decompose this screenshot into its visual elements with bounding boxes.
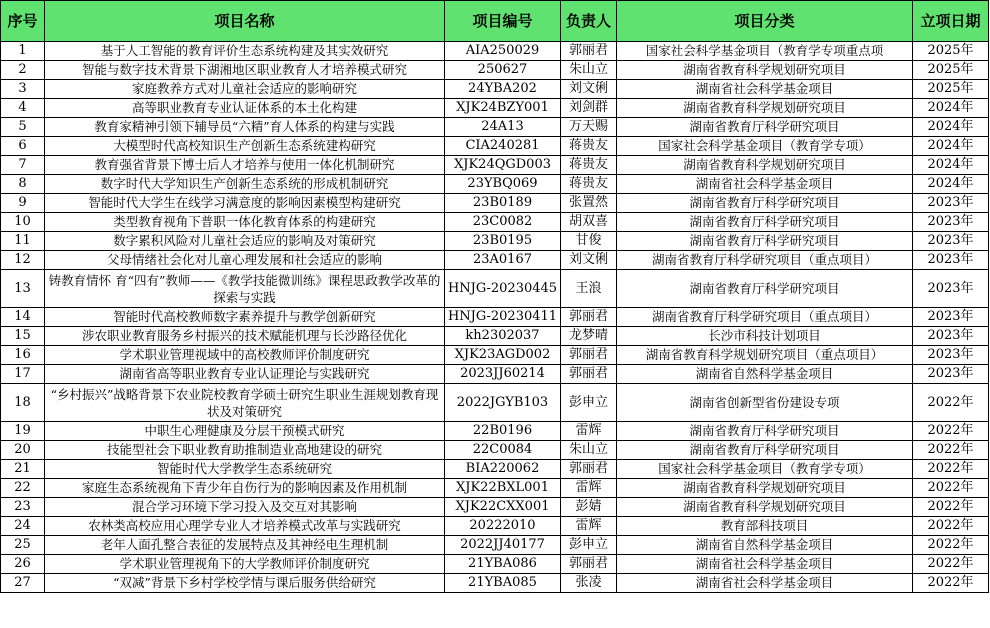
cell-category[interactable]: 湖南省教育厅科学研究项目 [617, 232, 913, 251]
cell-owner[interactable]: 朱山立 [561, 441, 617, 460]
header-project-name: 项目名称 [45, 1, 445, 42]
cell-category[interactable]: 湖南省教育科学规划研究项目 [617, 479, 913, 498]
cell-owner[interactable]: 郭丽君 [561, 555, 617, 574]
cell-owner[interactable]: 雷辉 [561, 517, 617, 536]
cell-project-code[interactable]: 2022JGYB103 [445, 384, 561, 422]
cell-index[interactable]: 21 [1, 460, 45, 479]
table-row [1, 365, 989, 384]
table-row [1, 175, 989, 194]
cell-project-code[interactable]: XJK24QGD003 [445, 156, 561, 175]
table-row [1, 555, 989, 574]
cell-project-code[interactable]: 24YBA202 [445, 80, 561, 99]
cell-owner[interactable]: 万天赐 [561, 118, 617, 137]
cell-category[interactable]: 湖南省教育科学规划研究项目 [617, 156, 913, 175]
cell-owner[interactable]: 刘文俐 [561, 80, 617, 99]
cell-project-code[interactable]: 2023JJ60214 [445, 365, 561, 384]
cell-owner[interactable]: 蒋贵友 [561, 156, 617, 175]
cell-index[interactable]: 22 [1, 479, 45, 498]
cell-project-code[interactable]: 21YBA085 [445, 574, 561, 593]
cell-category[interactable]: 湖南省教育厅科学研究项目 [617, 270, 913, 308]
cell-index[interactable]: 6 [1, 137, 45, 156]
cell-owner[interactable]: 郭丽君 [561, 42, 617, 61]
cell-project-name[interactable]: 类型教育视角下普职一体化教育体系的构建研究 [45, 213, 445, 232]
cell-index[interactable]: 23 [1, 498, 45, 517]
cell-project-code[interactable]: 23C0082 [445, 213, 561, 232]
cell-index[interactable]: 7 [1, 156, 45, 175]
cell-date[interactable]: 2022年 [913, 460, 989, 479]
table-row [1, 270, 989, 308]
cell-category[interactable]: 湖南省社会科学基金项目 [617, 574, 913, 593]
cell-project-name[interactable]: 家庭教养方式对儿童社会适应的影响研究 [45, 80, 445, 99]
cell-index[interactable]: 19 [1, 422, 45, 441]
cell-project-name[interactable]: 教育强省背景下博士后人才培养与使用一体化机制研究 [45, 156, 445, 175]
cell-category[interactable]: 湖南省社会科学基金项目 [617, 175, 913, 194]
cell-date[interactable]: 2022年 [913, 479, 989, 498]
cell-date[interactable]: 2023年 [913, 213, 989, 232]
cell-project-name[interactable]: 大模型时代高校知识生产创新生态系统建构研究 [45, 137, 445, 156]
table-row [1, 232, 989, 251]
cell-index[interactable]: 25 [1, 536, 45, 555]
cell-category[interactable]: 湖南省教育厅科学研究项目 [617, 422, 913, 441]
cell-project-name[interactable]: 智能时代大学教学生态系统研究 [45, 460, 445, 479]
cell-project-code[interactable]: HNJG-20230445 [445, 270, 561, 308]
cell-date[interactable]: 2022年 [913, 441, 989, 460]
cell-project-code[interactable]: CIA240281 [445, 137, 561, 156]
cell-project-code[interactable]: XJK22CXX001 [445, 498, 561, 517]
cell-index[interactable]: 16 [1, 346, 45, 365]
cell-date[interactable]: 2023年 [913, 308, 989, 327]
cell-project-name[interactable]: 教育家精神引领下辅导员“六精”育人体系的构建与实践 [45, 118, 445, 137]
cell-date[interactable]: 2024年 [913, 118, 989, 137]
cell-date[interactable]: 2023年 [913, 270, 989, 308]
cell-index[interactable]: 9 [1, 194, 45, 213]
cell-date[interactable]: 2022年 [913, 536, 989, 555]
cell-project-name[interactable]: 数字累积风险对儿童社会适应的影响及对策研究 [45, 232, 445, 251]
cell-category[interactable]: 国家社会科学基金项目（教育学专项） [617, 137, 913, 156]
cell-project-code[interactable]: HNJG-20230411 [445, 308, 561, 327]
cell-project-code[interactable]: 20222010 [445, 517, 561, 536]
cell-category[interactable]: 湖南省教育厅科学研究项目 [617, 213, 913, 232]
cell-category[interactable]: 湖南省教育厅科学研究项目 [617, 118, 913, 137]
cell-project-code[interactable]: XJK23AGD002 [445, 346, 561, 365]
cell-index[interactable]: 1 [1, 42, 45, 61]
cell-owner[interactable]: 雷辉 [561, 479, 617, 498]
table-row [1, 194, 989, 213]
table-row [1, 42, 989, 61]
cell-index[interactable]: 18 [1, 384, 45, 422]
cell-category[interactable]: 湖南省自然科学基金项目 [617, 365, 913, 384]
cell-index[interactable]: 15 [1, 327, 45, 346]
cell-owner[interactable]: 彭申立 [561, 536, 617, 555]
table-row [1, 498, 989, 517]
cell-index[interactable]: 20 [1, 441, 45, 460]
header-row [1, 1, 989, 42]
cell-date[interactable]: 2025年 [913, 80, 989, 99]
cell-project-name[interactable]: 湖南省高等职业教育专业认证理论与实践研究 [45, 365, 445, 384]
header-category: 项目分类 [617, 1, 913, 42]
cell-owner[interactable]: 刘文俐 [561, 251, 617, 270]
cell-index[interactable]: 3 [1, 80, 45, 99]
cell-project-name[interactable]: “双减”背景下乡村学校学情与课后服务供给研究 [45, 574, 445, 593]
cell-index[interactable]: 27 [1, 574, 45, 593]
cell-project-code[interactable]: 23B0195 [445, 232, 561, 251]
table-row [1, 118, 989, 137]
cell-project-name[interactable]: 中职生心理健康及分层干预模式研究 [45, 422, 445, 441]
cell-project-name[interactable]: 涉农职业教育服务乡村振兴的技术赋能机理与长沙路径优化 [45, 327, 445, 346]
cell-date[interactable]: 2023年 [913, 365, 989, 384]
cell-project-code[interactable]: AIA250029 [445, 42, 561, 61]
cell-category[interactable]: 湖南省教育厅科学研究项目（重点项目） [617, 251, 913, 270]
cell-date[interactable]: 2025年 [913, 42, 989, 61]
cell-owner[interactable]: 张凌 [561, 574, 617, 593]
cell-date[interactable]: 2023年 [913, 232, 989, 251]
cell-category[interactable]: 国家社会科学基金项目（教育学专项重点项 [617, 42, 913, 61]
cell-category[interactable]: 湖南省教育科学规划研究项目 [617, 99, 913, 118]
cell-category[interactable]: 湖南省教育厅科学研究项目（重点项目） [617, 308, 913, 327]
table-row [1, 384, 989, 422]
cell-project-code[interactable]: XJK24BZY001 [445, 99, 561, 118]
cell-owner[interactable]: 蒋贵友 [561, 175, 617, 194]
cell-owner[interactable]: 张置然 [561, 194, 617, 213]
cell-project-name[interactable]: 智能时代高校教师数字素养提升与教学创新研究 [45, 308, 445, 327]
cell-project-name[interactable]: 高等职业教育专业认证体系的本土化构建 [45, 99, 445, 118]
cell-date[interactable]: 2024年 [913, 99, 989, 118]
cell-project-name[interactable]: 家庭生态系统视角下青少年自伤行为的影响因素及作用机制 [45, 479, 445, 498]
table-row [1, 536, 989, 555]
cell-project-name[interactable]: 老年人面孔整合表征的发展特点及其神经电生理机制 [45, 536, 445, 555]
table-row [1, 156, 989, 175]
table-row [1, 137, 989, 156]
cell-category[interactable]: 湖南省自然科学基金项目 [617, 536, 913, 555]
cell-owner[interactable]: 彭申立 [561, 384, 617, 422]
cell-project-name[interactable]: 学术职业管理视角下的大学教师评价制度研究 [45, 555, 445, 574]
cell-owner[interactable]: 郭丽君 [561, 346, 617, 365]
table-row [1, 422, 989, 441]
cell-project-name[interactable]: 数字时代大学知识生产创新生态系统的形成机制研究 [45, 175, 445, 194]
cell-owner[interactable]: 甘俊 [561, 232, 617, 251]
cell-project-name[interactable]: 父母情绪社会化对儿童心理发展和社会适应的影响 [45, 251, 445, 270]
table-row [1, 574, 989, 593]
table-row [1, 346, 989, 365]
cell-owner[interactable]: 郭丽君 [561, 308, 617, 327]
cell-project-name[interactable]: 铸教育情怀 育“四有”教师——《教学技能微训练》课程思政教学改革的探索与实践 [45, 270, 445, 308]
cell-category[interactable]: 教育部科技项目 [617, 517, 913, 536]
cell-date[interactable]: 2022年 [913, 574, 989, 593]
cell-project-name[interactable]: 混合学习环境下学习投入及交互对其影响 [45, 498, 445, 517]
cell-owner[interactable]: 胡双喜 [561, 213, 617, 232]
cell-project-code[interactable]: 2022JJ40177 [445, 536, 561, 555]
cell-project-name[interactable]: 智能与数字技术背景下湖湘地区职业教育人才培养模式研究 [45, 61, 445, 80]
cell-date[interactable]: 2024年 [913, 137, 989, 156]
cell-index[interactable]: 8 [1, 175, 45, 194]
cell-index[interactable]: 10 [1, 213, 45, 232]
cell-date[interactable]: 2022年 [913, 422, 989, 441]
cell-index[interactable]: 11 [1, 232, 45, 251]
cell-category[interactable]: 湖南省教育科学规划研究项目（重点项目） [617, 346, 913, 365]
cell-index[interactable]: 13 [1, 270, 45, 308]
cell-category[interactable]: 湖南省教育科学规划研究项目 [617, 61, 913, 80]
cell-project-code[interactable]: XJK22BXL001 [445, 479, 561, 498]
cell-category[interactable]: 湖南省社会科学基金项目 [617, 555, 913, 574]
cell-project-name[interactable]: 农林类高校应用心理学专业人才培养模式改革与实践研究 [45, 517, 445, 536]
cell-owner[interactable]: 蒋贵友 [561, 137, 617, 156]
cell-project-code[interactable]: BIA220062 [445, 460, 561, 479]
cell-project-code[interactable]: kh2302037 [445, 327, 561, 346]
cell-category[interactable]: 国家社会科学基金项目（教育学专项） [617, 460, 913, 479]
cell-date[interactable]: 2022年 [913, 498, 989, 517]
cell-category[interactable]: 湖南省教育厅科学研究项目 [617, 194, 913, 213]
cell-date[interactable]: 2022年 [913, 384, 989, 422]
cell-date[interactable]: 2023年 [913, 251, 989, 270]
cell-project-code[interactable]: 23A0167 [445, 251, 561, 270]
cell-date[interactable]: 2023年 [913, 194, 989, 213]
header-project-code: 项目编号 [445, 1, 561, 42]
cell-category[interactable]: 湖南省创新型省份建设专项 [617, 384, 913, 422]
cell-owner[interactable]: 龙梦晴 [561, 327, 617, 346]
header-index: 序号 [1, 1, 45, 42]
table-row [1, 61, 989, 80]
cell-date[interactable]: 2022年 [913, 517, 989, 536]
cell-owner[interactable]: 刘剑群 [561, 99, 617, 118]
table-row [1, 213, 989, 232]
cell-index[interactable]: 2 [1, 61, 45, 80]
table-row [1, 99, 989, 118]
cell-category[interactable]: 湖南省教育科学规划研究项目 [617, 498, 913, 517]
cell-project-name[interactable]: 智能时代大学生在线学习满意度的影响因素模型构建研究 [45, 194, 445, 213]
cell-date[interactable]: 2025年 [913, 61, 989, 80]
cell-owner[interactable]: 郭丽君 [561, 365, 617, 384]
cell-project-name[interactable]: “乡村振兴”战略背景下农业院校教育学硕士研究生职业生涯规划教育现状及对策研究 [45, 384, 445, 422]
cell-date[interactable]: 2022年 [913, 555, 989, 574]
cell-owner[interactable]: 彭婧 [561, 498, 617, 517]
cell-date[interactable]: 2024年 [913, 175, 989, 194]
cell-project-code[interactable]: 250627 [445, 61, 561, 80]
cell-category[interactable]: 湖南省社会科学基金项目 [617, 80, 913, 99]
cell-owner[interactable]: 王浪 [561, 270, 617, 308]
table-row [1, 460, 989, 479]
cell-project-code[interactable]: 22C0084 [445, 441, 561, 460]
cell-owner[interactable]: 雷辉 [561, 422, 617, 441]
header-date: 立项日期 [913, 1, 989, 42]
table-row [1, 517, 989, 536]
cell-project-name[interactable]: 基于人工智能的教育评价生态系统构建及其实效研究 [45, 42, 445, 61]
cell-index[interactable]: 24 [1, 517, 45, 536]
cell-owner[interactable]: 郭丽君 [561, 460, 617, 479]
cell-project-name[interactable]: 技能型社会下职业教育助推制造业高地建设的研究 [45, 441, 445, 460]
cell-project-name[interactable]: 学术职业管理视域中的高校教师评价制度研究 [45, 346, 445, 365]
table-row [1, 327, 989, 346]
cell-date[interactable]: 2023年 [913, 346, 989, 365]
cell-project-code[interactable]: 21YBA086 [445, 555, 561, 574]
cell-index[interactable]: 26 [1, 555, 45, 574]
cell-category[interactable]: 长沙市科技计划项目 [617, 327, 913, 346]
cell-index[interactable]: 5 [1, 118, 45, 137]
cell-index[interactable]: 17 [1, 365, 45, 384]
cell-project-code[interactable]: 22B0196 [445, 422, 561, 441]
cell-index[interactable]: 4 [1, 99, 45, 118]
header-owner: 负责人 [561, 1, 617, 42]
cell-date[interactable]: 2024年 [913, 156, 989, 175]
cell-project-code[interactable]: 24A13 [445, 118, 561, 137]
cell-project-code[interactable]: 23B0189 [445, 194, 561, 213]
table-row [1, 441, 989, 460]
table-row [1, 80, 989, 99]
cell-owner[interactable]: 朱山立 [561, 61, 617, 80]
cell-index[interactable]: 12 [1, 251, 45, 270]
table-body [1, 42, 989, 593]
cell-index[interactable]: 14 [1, 308, 45, 327]
table-row [1, 251, 989, 270]
table-row [1, 308, 989, 327]
cell-project-code[interactable]: 23YBQ069 [445, 175, 561, 194]
cell-date[interactable]: 2023年 [913, 327, 989, 346]
cell-category[interactable]: 湖南省教育厅科学研究项目 [617, 441, 913, 460]
table-row [1, 479, 989, 498]
